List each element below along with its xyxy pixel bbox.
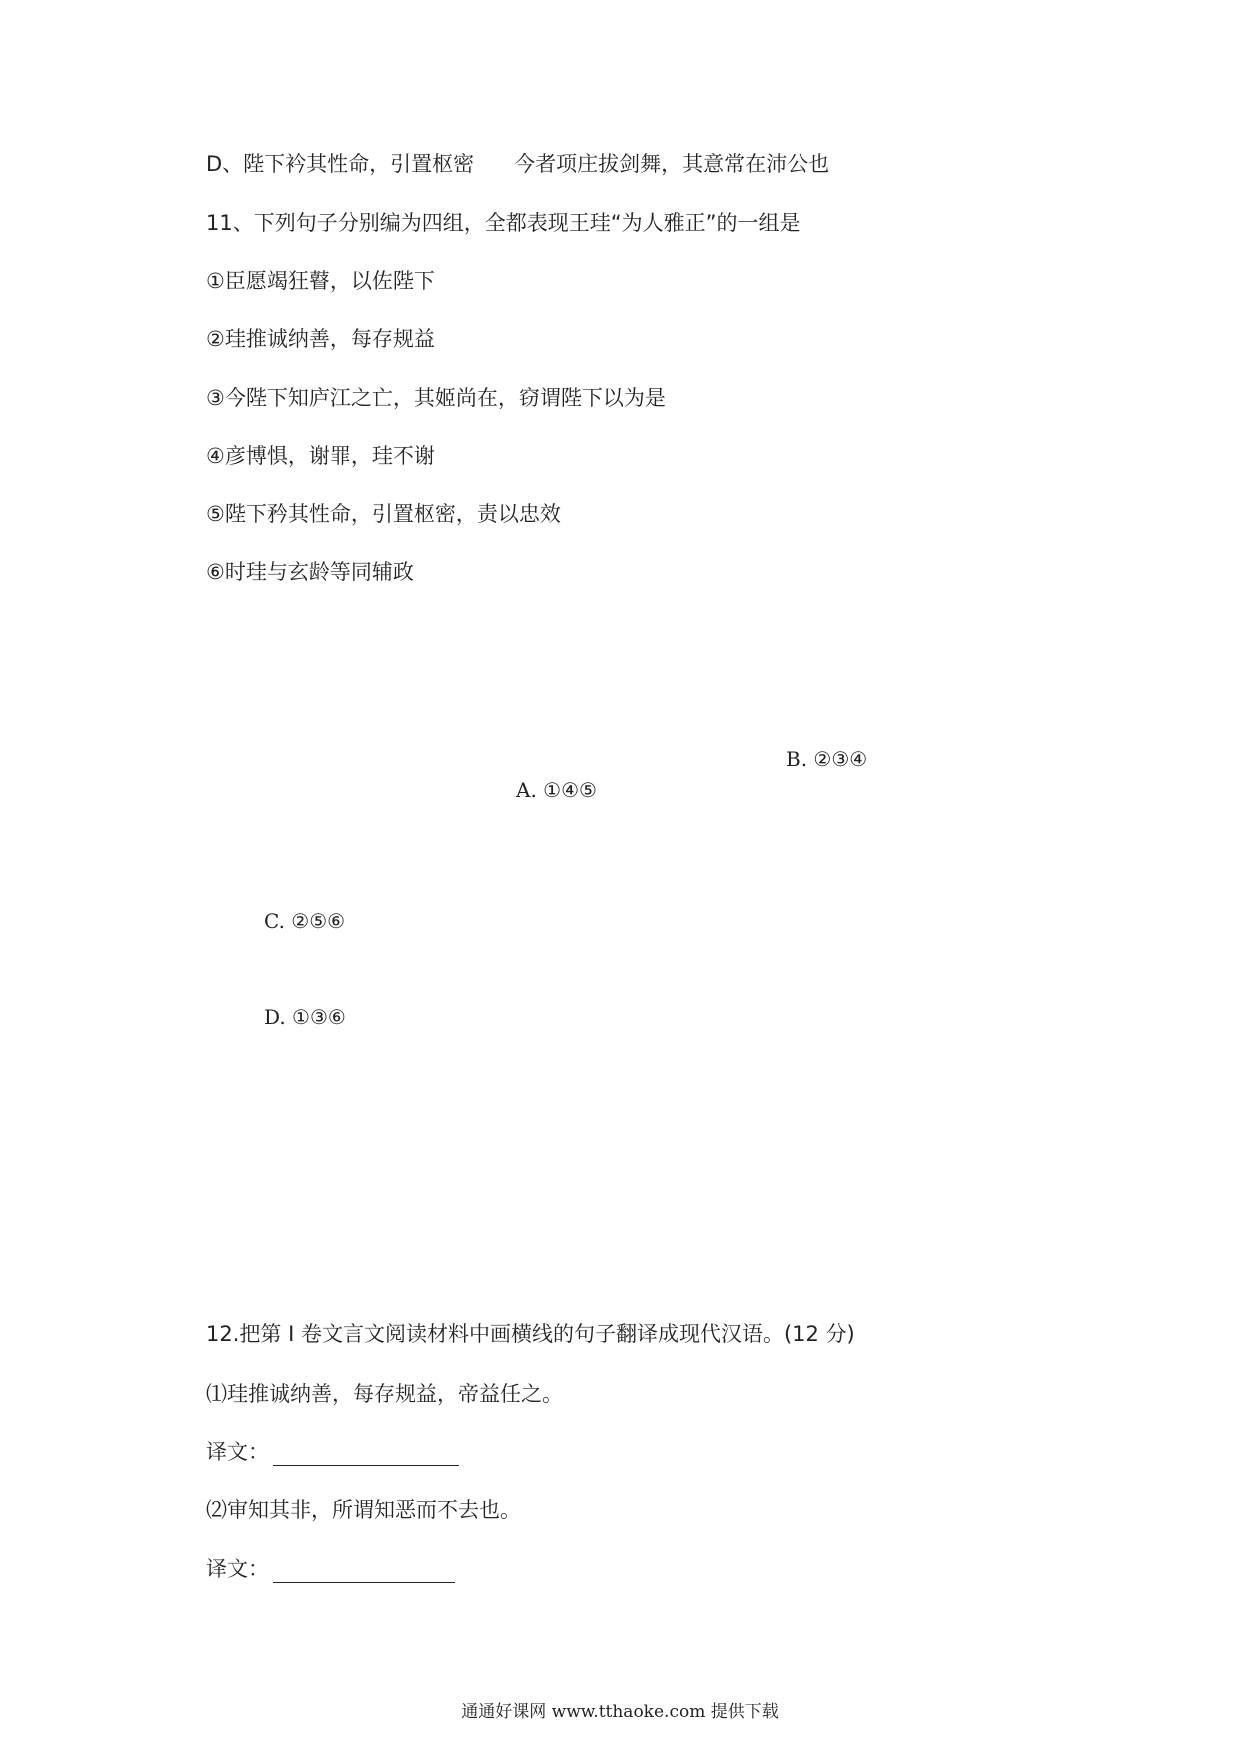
answer-label: 译文： <box>206 1557 269 1581</box>
option-d-right: 今者项庄拔剑舞，其意常在沛公也 <box>514 152 830 176</box>
answer-label: 译文： <box>206 1440 269 1464</box>
q11-choice-b: B. ②③④ <box>786 747 868 771</box>
q11-item-2: ②珪推诚纳善，每存规益 <box>206 327 435 351</box>
option-d-line <box>206 150 829 178</box>
q11-item-4: ④彦博惧，谢罪，珪不谢 <box>206 444 435 468</box>
answer-blank[interactable] <box>273 1443 459 1466</box>
q12-answer-1 <box>206 1438 459 1466</box>
q11-choice-a: A. ①④⑤ <box>516 778 597 802</box>
page-footer: 通通好课网 www.tthaoke.com 提供下载 <box>461 1702 779 1722</box>
question-11-stem: 11、下列句子分别编为四组，全都表现王珪“为人雅正”的一组是 <box>206 211 801 235</box>
q11-item-3: ③今陛下知庐江之亡，其姬尚在，窃谓陛下以为是 <box>206 386 666 410</box>
option-d-left: D、陛下衿其性命，引置枢密 <box>206 152 475 176</box>
answer-blank[interactable] <box>273 1560 455 1583</box>
q11-choice-d: D. ①③⑥ <box>264 1005 346 1029</box>
q12-sentence-2: ⑵审知其非，所谓知恶而不去也。 <box>206 1498 521 1522</box>
q11-item-6: ⑥时珪与玄龄等同辅政 <box>206 560 414 584</box>
q12-sentence-1: ⑴珪推诚纳善，每存规益，帝益任之。 <box>206 1382 563 1406</box>
q11-item-1: ①臣愿竭狂瞽，以佐陛下 <box>206 269 435 293</box>
question-12-stem: 12.把第 I 卷文言文阅读材料中画横线的句子翻译成现代汉语。(12 分) <box>206 1322 855 1346</box>
q11-choice-c: C. ②⑤⑥ <box>264 909 346 933</box>
q11-item-5: ⑤陛下矜其性命，引置枢密，责以忠效 <box>206 502 561 526</box>
q12-answer-2 <box>206 1555 455 1583</box>
